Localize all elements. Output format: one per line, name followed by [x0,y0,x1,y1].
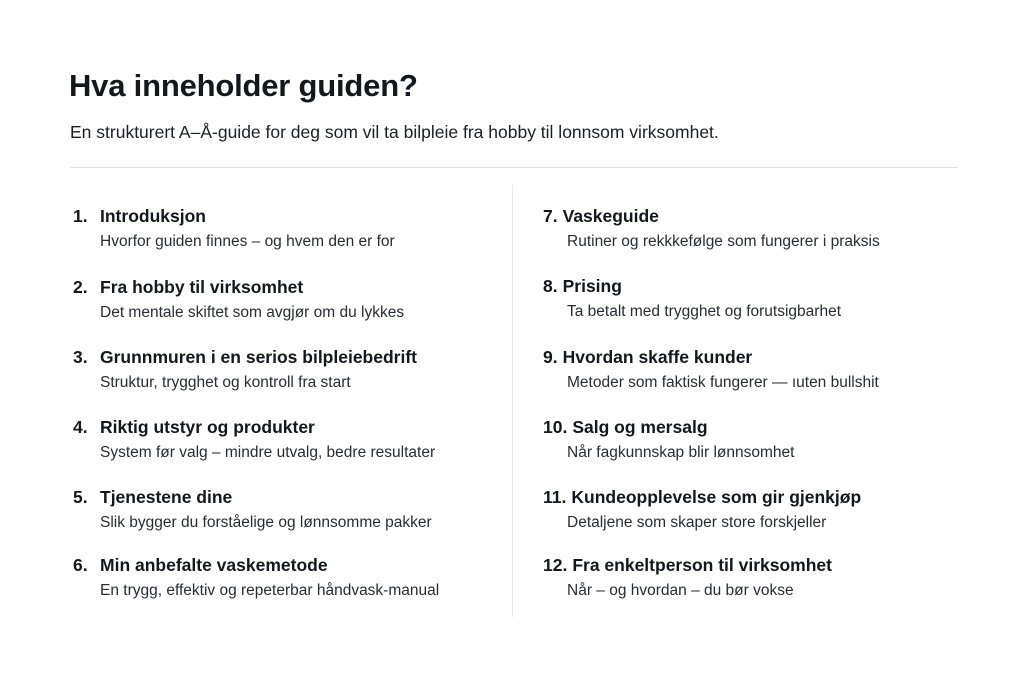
toc-item-number: 9. [543,347,558,367]
toc-item-title: Vaskeguide [562,206,659,226]
toc-item [543,345,879,394]
toc-item-description: Hvorfor guiden finnes – og hvem den er for [100,233,395,250]
toc-item-heading [543,415,794,439]
toc-item-description: Når fagkunnskap blir lønnsomhet [567,444,795,461]
column-divider [512,185,513,617]
toc-item-heading [73,345,417,369]
toc-item-description: System før valg – mindre utvalg, bedre resultater [100,444,436,461]
toc-item-heading [73,553,439,577]
toc-item-heading [73,275,404,299]
toc-item-heading [543,345,879,369]
toc-item [73,553,439,602]
toc-item-heading [543,204,880,228]
toc-item [543,415,794,464]
toc-item [543,204,880,253]
toc-item-description: Ta betalt med trygghet og forutsigbarhet [567,303,841,320]
toc-item-title: Prising [562,276,622,296]
toc-item-title: Tjenestene dine [100,487,233,507]
toc-item-number: 10. [543,417,568,437]
toc-item-heading [543,485,861,509]
toc-item [73,485,432,534]
toc-item-number: 8. [543,276,558,296]
toc-item-number: 1. [73,206,88,226]
toc-item-number: 6. [73,555,88,575]
header-divider [70,167,958,168]
toc-item [543,553,832,602]
page-subtitle: En strukturert A–Å-guide for deg som vil ta bilpleie fra hobby til lonnsom virksomhet. [70,122,719,142]
toc-item [543,274,841,323]
toc-item-heading [73,204,395,228]
toc-item [73,345,417,394]
toc-item-description: Når – og hvordan – du bør vokse [567,582,794,599]
toc-item-title: Min anbefalte vaskemetode [100,555,328,575]
toc-item-title: Salg og mersalg [572,417,708,437]
toc-item [73,415,435,464]
toc-item-title: Fra hobby til virksomhet [100,277,304,297]
toc-item-title: Hvordan skaffe kunder [562,347,753,367]
toc-item-heading [543,553,832,577]
toc-item-number: 4. [73,417,88,437]
toc-item-number: 2. [73,277,88,297]
toc-item-description: Rutiner og rekkkefølge som fungerer i praksis [567,233,880,250]
toc-item-description: Slik bygger du forståelige og lønnsomme pakker [100,514,432,531]
toc-item-number: 11. [543,487,567,507]
toc-item [73,204,395,253]
toc-item-description: Det mentale skiftet som avgjør om du lykkes [100,304,405,321]
toc-item-heading [543,274,841,298]
toc-item-heading [73,485,432,509]
toc-item-title: Fra enkeltperson til virksomhet [572,555,832,575]
toc-item-title: Riktig utstyr og produkter [100,417,315,437]
page-title: Hva inneholder guiden? [69,68,418,103]
toc-item-description: Detaljene som skaper store forskjeller [567,514,827,531]
toc-item-title: Grunnmuren i en serios bilpleiebedrift [100,347,417,367]
toc-item [543,485,861,534]
toc-item-title: Introduksjon [100,206,206,226]
toc-item-number: 7. [543,206,558,226]
toc-item-title: Kundeopplevelse som gir gjenkjøp [571,487,862,507]
toc-item-description: Struktur, trygghet og kontroll fra start [100,374,351,391]
toc-item-number: 3. [73,347,88,367]
toc-item [73,275,404,324]
toc-item-number: 12. [543,555,568,575]
toc-item-description: Metoder som faktisk fungerer — ıuten bullshit [567,374,879,391]
toc-item-number: 5. [73,487,88,507]
toc-item-heading [73,415,435,439]
toc-item-description: En trygg, effektiv og repeterbar håndvask-manual [100,582,440,599]
